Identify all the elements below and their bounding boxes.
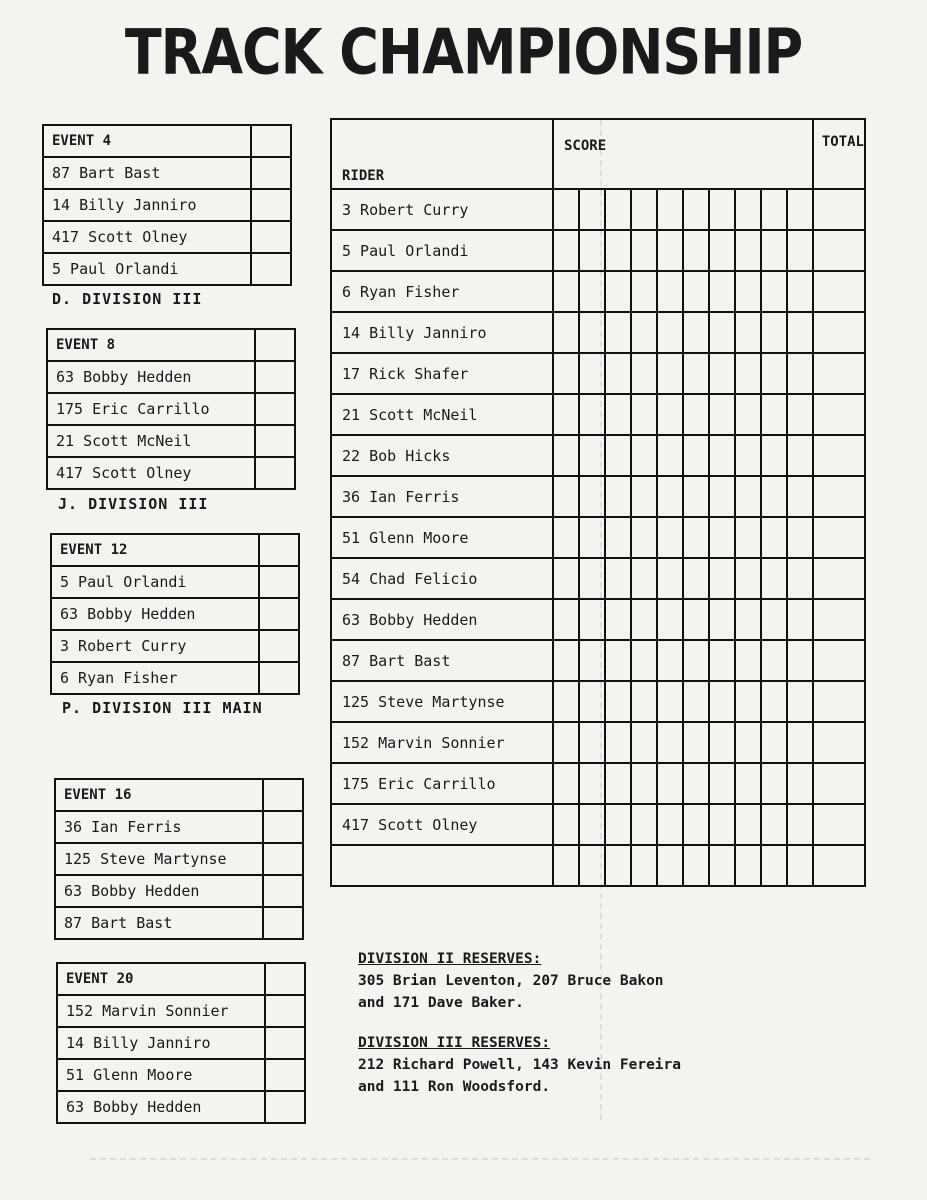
score-header-label: SCORE xyxy=(564,138,607,154)
score-cell[interactable] xyxy=(787,640,813,681)
event-rider: 125 Steve Martynse xyxy=(55,843,263,875)
event-rider: 175 Eric Carrillo xyxy=(47,393,255,425)
score-cell[interactable] xyxy=(605,435,631,476)
score-box[interactable] xyxy=(265,995,305,1027)
event-label: EVENT 12 xyxy=(51,534,259,566)
total-cell[interactable] xyxy=(813,230,865,271)
total-cell[interactable] xyxy=(813,394,865,435)
score-cell[interactable] xyxy=(787,230,813,271)
total-cell[interactable] xyxy=(813,845,865,886)
score-cell[interactable] xyxy=(683,230,709,271)
score-cell[interactable] xyxy=(787,763,813,804)
score-cell[interactable] xyxy=(735,353,761,394)
score-cell[interactable] xyxy=(709,312,735,353)
score-cell[interactable] xyxy=(579,312,605,353)
score-cell[interactable] xyxy=(735,681,761,722)
score-row xyxy=(331,271,865,312)
event-rider: 417 Scott Olney xyxy=(43,221,251,253)
score-cell[interactable] xyxy=(553,312,579,353)
score-rider-name: 51 Glenn Moore xyxy=(331,517,553,558)
score-cell[interactable] xyxy=(553,230,579,271)
score-cell[interactable] xyxy=(709,517,735,558)
score-cell[interactable] xyxy=(787,681,813,722)
total-cell[interactable] xyxy=(813,599,865,640)
score-row xyxy=(331,189,865,230)
score-rider-name: 3 Robert Curry xyxy=(331,189,553,230)
event-rider: 63 Bobby Hedden xyxy=(47,361,255,393)
score-cell[interactable] xyxy=(683,435,709,476)
score-cell[interactable] xyxy=(553,804,579,845)
reserves-text: and 111 Ron Woodsford. xyxy=(358,1079,551,1095)
score-box[interactable] xyxy=(251,221,291,253)
score-cell[interactable] xyxy=(605,763,631,804)
total-cell[interactable] xyxy=(813,558,865,599)
score-cell[interactable] xyxy=(709,189,735,230)
score-cell[interactable] xyxy=(553,558,579,599)
score-row xyxy=(331,476,865,517)
score-cell[interactable] xyxy=(579,558,605,599)
score-cell[interactable] xyxy=(579,353,605,394)
reserves-text: 305 Brian Leventon, 207 Bruce Bakon xyxy=(358,973,664,989)
score-box[interactable] xyxy=(263,907,303,939)
score-cell[interactable] xyxy=(631,599,657,640)
score-cell[interactable] xyxy=(709,353,735,394)
score-cell[interactable] xyxy=(605,353,631,394)
score-row xyxy=(331,230,865,271)
score-cell[interactable] xyxy=(787,722,813,763)
score-cell[interactable] xyxy=(735,394,761,435)
score-cell[interactable] xyxy=(579,804,605,845)
total-cell[interactable] xyxy=(813,271,865,312)
score-box[interactable] xyxy=(265,1091,305,1123)
score-cell[interactable] xyxy=(735,230,761,271)
score-cell[interactable] xyxy=(761,763,787,804)
score-row xyxy=(331,435,865,476)
score-box[interactable] xyxy=(263,875,303,907)
score-cell[interactable] xyxy=(787,353,813,394)
score-cell[interactable] xyxy=(683,271,709,312)
score-row xyxy=(331,722,865,763)
score-cell[interactable] xyxy=(657,435,683,476)
score-row xyxy=(331,845,865,886)
score-cell[interactable] xyxy=(553,435,579,476)
score-cell[interactable] xyxy=(605,189,631,230)
score-cell[interactable] xyxy=(631,558,657,599)
reserves-text: and 171 Dave Baker. xyxy=(358,995,524,1011)
score-cell[interactable] xyxy=(579,394,605,435)
total-cell[interactable] xyxy=(813,763,865,804)
score-cell[interactable] xyxy=(709,804,735,845)
division-label: D. DIVISION III xyxy=(52,290,203,308)
score-cell[interactable] xyxy=(579,435,605,476)
score-cell[interactable] xyxy=(605,394,631,435)
score-cell[interactable] xyxy=(761,312,787,353)
score-box[interactable] xyxy=(265,1059,305,1091)
score-box[interactable] xyxy=(255,361,295,393)
event-rider: 14 Billy Janniro xyxy=(43,189,251,221)
score-cell[interactable] xyxy=(631,394,657,435)
total-cell[interactable] xyxy=(813,435,865,476)
score-cell[interactable] xyxy=(683,804,709,845)
score-row xyxy=(331,599,865,640)
score-row xyxy=(331,394,865,435)
total-cell[interactable] xyxy=(813,476,865,517)
score-box[interactable] xyxy=(259,630,299,662)
score-rider-name: 87 Bart Bast xyxy=(331,640,553,681)
score-cell[interactable] xyxy=(579,722,605,763)
score-cell[interactable] xyxy=(709,763,735,804)
score-box[interactable] xyxy=(251,189,291,221)
score-cell[interactable] xyxy=(709,681,735,722)
score-cell[interactable] xyxy=(761,271,787,312)
score-cell[interactable] xyxy=(709,435,735,476)
score-cell[interactable] xyxy=(605,558,631,599)
score-cell[interactable] xyxy=(735,271,761,312)
score-rider-name: 5 Paul Orlandi xyxy=(331,230,553,271)
score-cell[interactable] xyxy=(683,476,709,517)
score-header xyxy=(553,119,813,189)
score-cell[interactable] xyxy=(683,681,709,722)
event-table xyxy=(54,778,304,940)
score-cell[interactable] xyxy=(735,312,761,353)
score-cell[interactable] xyxy=(735,722,761,763)
score-cell[interactable] xyxy=(761,845,787,886)
event-table xyxy=(50,533,300,695)
score-rider-name xyxy=(331,845,553,886)
score-cell[interactable] xyxy=(787,435,813,476)
total-cell[interactable] xyxy=(813,681,865,722)
score-cell[interactable] xyxy=(761,189,787,230)
score-rider-name: 152 Marvin Sonnier xyxy=(331,722,553,763)
score-cell[interactable] xyxy=(579,271,605,312)
score-cell[interactable] xyxy=(631,640,657,681)
division-2-reserves xyxy=(358,948,664,1014)
score-cell[interactable] xyxy=(761,640,787,681)
score-cell[interactable] xyxy=(735,435,761,476)
score-cell[interactable] xyxy=(761,353,787,394)
score-cell[interactable] xyxy=(631,722,657,763)
score-cell[interactable] xyxy=(605,640,631,681)
event-rider: 36 Ian Ferris xyxy=(55,811,263,843)
score-cell[interactable] xyxy=(553,722,579,763)
score-rider-name: 6 Ryan Fisher xyxy=(331,271,553,312)
total-cell[interactable] xyxy=(813,517,865,558)
division-label: P. DIVISION III MAIN xyxy=(62,699,263,717)
event-label: EVENT 20 xyxy=(57,963,265,995)
score-cell[interactable] xyxy=(579,189,605,230)
score-cell[interactable] xyxy=(683,722,709,763)
event-label: EVENT 16 xyxy=(55,779,263,811)
event-rider: 87 Bart Bast xyxy=(43,157,251,189)
score-cell[interactable] xyxy=(683,845,709,886)
event-table xyxy=(42,124,292,286)
score-cell[interactable] xyxy=(657,681,683,722)
score-cell[interactable] xyxy=(657,640,683,681)
score-table xyxy=(330,118,866,887)
score-cell[interactable] xyxy=(657,722,683,763)
score-cell[interactable] xyxy=(735,640,761,681)
score-cell[interactable] xyxy=(761,558,787,599)
score-cell[interactable] xyxy=(553,189,579,230)
event-rider: 5 Paul Orlandi xyxy=(43,253,251,285)
score-row xyxy=(331,681,865,722)
score-cell[interactable] xyxy=(787,845,813,886)
total-cell[interactable] xyxy=(813,640,865,681)
event-rider: 63 Bobby Hedden xyxy=(55,875,263,907)
score-box[interactable] xyxy=(255,425,295,457)
score-cell[interactable] xyxy=(683,189,709,230)
score-row xyxy=(331,558,865,599)
event-rider: 417 Scott Olney xyxy=(47,457,255,489)
score-box[interactable] xyxy=(251,157,291,189)
bleed-through-footer xyxy=(90,1158,870,1182)
event-rider: 5 Paul Orlandi xyxy=(51,566,259,598)
reserves-text: 212 Richard Powell, 143 Kevin Fereira xyxy=(358,1057,682,1073)
total-cell[interactable] xyxy=(813,312,865,353)
score-cell[interactable] xyxy=(709,230,735,271)
score-cell[interactable] xyxy=(631,804,657,845)
score-cell[interactable] xyxy=(579,681,605,722)
score-cell[interactable] xyxy=(735,517,761,558)
score-row xyxy=(331,353,865,394)
score-cell[interactable] xyxy=(631,312,657,353)
score-cell[interactable] xyxy=(787,394,813,435)
score-cell[interactable] xyxy=(787,558,813,599)
reserves-heading: DIVISION III RESERVES: xyxy=(358,1035,551,1051)
score-cell[interactable] xyxy=(631,189,657,230)
score-box[interactable] xyxy=(265,1027,305,1059)
rider-header: RIDER xyxy=(331,119,553,189)
score-cell[interactable] xyxy=(761,476,787,517)
score-cell[interactable] xyxy=(787,804,813,845)
score-box[interactable] xyxy=(255,457,295,489)
score-cell[interactable] xyxy=(709,599,735,640)
score-cell[interactable] xyxy=(735,189,761,230)
score-cell[interactable] xyxy=(657,230,683,271)
score-cell[interactable] xyxy=(579,640,605,681)
score-cell[interactable] xyxy=(735,804,761,845)
score-cell[interactable] xyxy=(657,353,683,394)
score-cell[interactable] xyxy=(553,681,579,722)
total-header: TOTAL xyxy=(813,119,865,189)
score-cell[interactable] xyxy=(605,271,631,312)
score-cell[interactable] xyxy=(683,558,709,599)
score-box[interactable] xyxy=(259,662,299,694)
score-cell[interactable] xyxy=(579,599,605,640)
reserves-heading: DIVISION II RESERVES: xyxy=(358,951,542,967)
score-cell[interactable] xyxy=(709,722,735,763)
score-cell[interactable] xyxy=(787,271,813,312)
score-cell[interactable] xyxy=(735,476,761,517)
event-label: EVENT 8 xyxy=(47,329,255,361)
score-row xyxy=(331,517,865,558)
event-rider: 3 Robert Curry xyxy=(51,630,259,662)
score-cell[interactable] xyxy=(553,845,579,886)
score-cell[interactable] xyxy=(683,599,709,640)
event-rider: 21 Scott McNeil xyxy=(47,425,255,457)
score-cell[interactable] xyxy=(631,435,657,476)
score-cell[interactable] xyxy=(761,517,787,558)
event-label: EVENT 4 xyxy=(43,125,251,157)
score-cell[interactable] xyxy=(631,517,657,558)
score-cell[interactable] xyxy=(605,804,631,845)
score-cell[interactable] xyxy=(631,476,657,517)
score-cell[interactable] xyxy=(709,845,735,886)
score-cell[interactable] xyxy=(657,845,683,886)
score-row xyxy=(331,804,865,845)
score-cell[interactable] xyxy=(735,558,761,599)
score-cell[interactable] xyxy=(683,312,709,353)
score-box[interactable] xyxy=(263,843,303,875)
score-cell[interactable] xyxy=(579,763,605,804)
score-cell[interactable] xyxy=(657,763,683,804)
score-cell[interactable] xyxy=(657,271,683,312)
score-cell[interactable] xyxy=(657,476,683,517)
score-cell[interactable] xyxy=(579,517,605,558)
score-cell[interactable] xyxy=(631,353,657,394)
score-cell[interactable] xyxy=(657,599,683,640)
score-box[interactable] xyxy=(263,811,303,843)
division-3-reserves xyxy=(358,1032,681,1098)
score-cell[interactable] xyxy=(605,230,631,271)
total-cell[interactable] xyxy=(813,722,865,763)
score-rider-name: 21 Scott McNeil xyxy=(331,394,553,435)
event-rider: 14 Billy Janniro xyxy=(57,1027,265,1059)
score-cell[interactable] xyxy=(553,599,579,640)
score-cell[interactable] xyxy=(761,435,787,476)
score-cell[interactable] xyxy=(553,271,579,312)
score-rider-name: 14 Billy Janniro xyxy=(331,312,553,353)
score-cell[interactable] xyxy=(631,271,657,312)
total-cell[interactable] xyxy=(813,189,865,230)
score-cell[interactable] xyxy=(683,640,709,681)
score-cell[interactable] xyxy=(605,599,631,640)
score-box[interactable] xyxy=(259,598,299,630)
score-cell[interactable] xyxy=(709,271,735,312)
event-rider: 6 Ryan Fisher xyxy=(51,662,259,694)
score-cell[interactable] xyxy=(631,845,657,886)
score-cell[interactable] xyxy=(631,681,657,722)
score-cell[interactable] xyxy=(787,189,813,230)
score-row xyxy=(331,312,865,353)
score-cell[interactable] xyxy=(553,394,579,435)
score-cell[interactable] xyxy=(787,517,813,558)
score-cell[interactable] xyxy=(761,230,787,271)
score-cell[interactable] xyxy=(683,763,709,804)
total-cell[interactable] xyxy=(813,353,865,394)
score-row xyxy=(331,640,865,681)
score-cell[interactable] xyxy=(605,845,631,886)
score-cell[interactable] xyxy=(761,599,787,640)
score-rider-name: 417 Scott Olney xyxy=(331,804,553,845)
event-rider: 63 Bobby Hedden xyxy=(51,598,259,630)
score-cell[interactable] xyxy=(683,394,709,435)
score-cell[interactable] xyxy=(657,804,683,845)
score-cell[interactable] xyxy=(605,722,631,763)
score-cell[interactable] xyxy=(657,517,683,558)
score-cell[interactable] xyxy=(657,312,683,353)
score-row xyxy=(331,763,865,804)
score-cell[interactable] xyxy=(657,558,683,599)
event-rider: 87 Bart Bast xyxy=(55,907,263,939)
page-title: TRACK CHAMPIONSHIP xyxy=(124,16,803,89)
score-cell[interactable] xyxy=(605,312,631,353)
event-table xyxy=(46,328,296,490)
score-cell[interactable] xyxy=(709,476,735,517)
score-cell[interactable] xyxy=(579,476,605,517)
score-cell[interactable] xyxy=(553,353,579,394)
event-rider: 152 Marvin Sonnier xyxy=(57,995,265,1027)
score-cell[interactable] xyxy=(683,353,709,394)
event-rider: 51 Glenn Moore xyxy=(57,1059,265,1091)
score-rider-name: 36 Ian Ferris xyxy=(331,476,553,517)
score-cell[interactable] xyxy=(657,394,683,435)
event-table xyxy=(56,962,306,1124)
score-cell[interactable] xyxy=(735,599,761,640)
score-cell[interactable] xyxy=(579,230,605,271)
score-cell[interactable] xyxy=(657,189,683,230)
score-box[interactable] xyxy=(255,393,295,425)
score-cell[interactable] xyxy=(709,558,735,599)
total-cell[interactable] xyxy=(813,804,865,845)
score-cell[interactable] xyxy=(761,394,787,435)
score-cell[interactable] xyxy=(735,845,761,886)
score-rider-name: 175 Eric Carrillo xyxy=(331,763,553,804)
score-cell[interactable] xyxy=(787,599,813,640)
division-label: J. DIVISION III xyxy=(58,495,209,513)
score-rider-name: 17 Rick Shafer xyxy=(331,353,553,394)
score-cell[interactable] xyxy=(553,640,579,681)
score-cell[interactable] xyxy=(709,640,735,681)
score-cell[interactable] xyxy=(605,476,631,517)
score-cell[interactable] xyxy=(605,517,631,558)
score-cell[interactable] xyxy=(787,476,813,517)
score-cell[interactable] xyxy=(553,476,579,517)
score-rider-name: 54 Chad Felicio xyxy=(331,558,553,599)
score-cell[interactable] xyxy=(761,722,787,763)
score-box[interactable] xyxy=(259,566,299,598)
score-rider-name: 63 Bobby Hedden xyxy=(331,599,553,640)
score-box[interactable] xyxy=(251,253,291,285)
score-cell[interactable] xyxy=(683,517,709,558)
score-cell[interactable] xyxy=(709,394,735,435)
score-cell[interactable] xyxy=(631,230,657,271)
score-cell[interactable] xyxy=(631,763,657,804)
score-rider-name: 22 Bob Hicks xyxy=(331,435,553,476)
score-cell[interactable] xyxy=(787,312,813,353)
score-cell[interactable] xyxy=(605,681,631,722)
score-cell[interactable] xyxy=(579,845,605,886)
score-cell[interactable] xyxy=(761,681,787,722)
event-rider: 63 Bobby Hedden xyxy=(57,1091,265,1123)
score-rider-name: 125 Steve Martynse xyxy=(331,681,553,722)
score-cell[interactable] xyxy=(761,804,787,845)
score-cell[interactable] xyxy=(735,763,761,804)
score-cell[interactable] xyxy=(553,517,579,558)
score-cell[interactable] xyxy=(553,763,579,804)
